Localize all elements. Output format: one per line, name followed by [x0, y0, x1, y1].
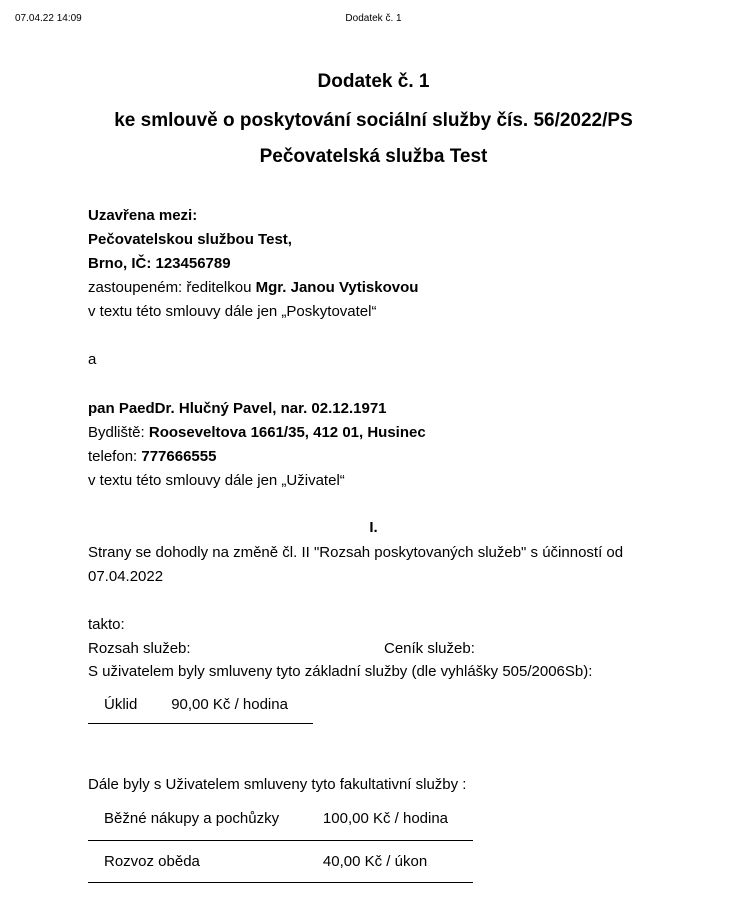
table-row: [88, 840, 473, 882]
provider-representative: [88, 279, 418, 297]
conjunction: a: [88, 351, 97, 368]
service-price: 90,00 Kč / hodina: [171, 695, 288, 713]
phone-value: 777666555: [141, 448, 217, 465]
basic-services-table: [88, 685, 313, 724]
section-number: I.: [369, 519, 378, 536]
optional-services-table: [88, 798, 473, 883]
table-row: [88, 685, 313, 724]
rep-name: Mgr. Janou Vytiskovou: [255, 279, 419, 296]
document-title: Dodatek č. 1: [317, 71, 430, 92]
basic-services-intro: S uživatelem byly smluveny tyto základní služby (dle vyhlášky 505/2006Sb):: [88, 663, 593, 680]
contract-intro: Uzavřena mezi:: [88, 207, 198, 224]
optional-services-intro: Dále byly s Uživatelem smluveny tyto fakultativní služby :: [88, 776, 467, 793]
service-name: Rozvoz oběda: [104, 852, 200, 870]
provider-title: Pečovatelská služba Test: [259, 146, 488, 167]
provider-name: Pečovatelskou službou Test,: [88, 231, 292, 248]
user-alias: v textu této smlouvy dále jen „Uživatel“: [88, 472, 345, 489]
service-name: Běžné nákupy a pochůzky: [104, 810, 280, 828]
residence-label: Bydliště:: [88, 424, 149, 441]
service-price: 40,00 Kč / úkon: [322, 852, 428, 870]
price-label: Ceník služeb:: [384, 640, 475, 657]
section-text-line1: Strany se dohodly na změně čl. II "Rozsah poskytovaných služeb" s účinností od: [88, 544, 624, 561]
provider-address: Brno, IČ: 123456789: [88, 255, 231, 272]
print-datetime: 07.04.22 14:09: [15, 13, 82, 24]
provider-alias: v textu této smlouvy dále jen „Poskytovatel“: [88, 303, 377, 320]
rep-prefix: zastoupeném: ředitelkou: [88, 279, 256, 296]
takto-label: takto:: [88, 616, 125, 633]
user-phone: [88, 448, 216, 466]
user-residence: [88, 424, 426, 442]
document-subtitle: ke smlouvě o poskytování sociální služby čís. 56/2022/PS: [114, 110, 633, 131]
table-row: [88, 798, 473, 840]
residence-value: Rooseveltova 1661/35, 412 01, Husinec: [148, 424, 426, 441]
service-name: Úklid: [104, 695, 138, 713]
print-doc-label: Dodatek č. 1: [345, 13, 402, 24]
scope-label: Rozsah služeb:: [88, 640, 191, 657]
section-text-line2: 07.04.2022: [88, 568, 164, 585]
user-name: pan PaedDr. Hlučný Pavel, nar. 02.12.1971: [88, 400, 387, 417]
service-price: 100,00 Kč / hodina: [322, 810, 449, 828]
phone-label: telefon:: [88, 448, 142, 465]
